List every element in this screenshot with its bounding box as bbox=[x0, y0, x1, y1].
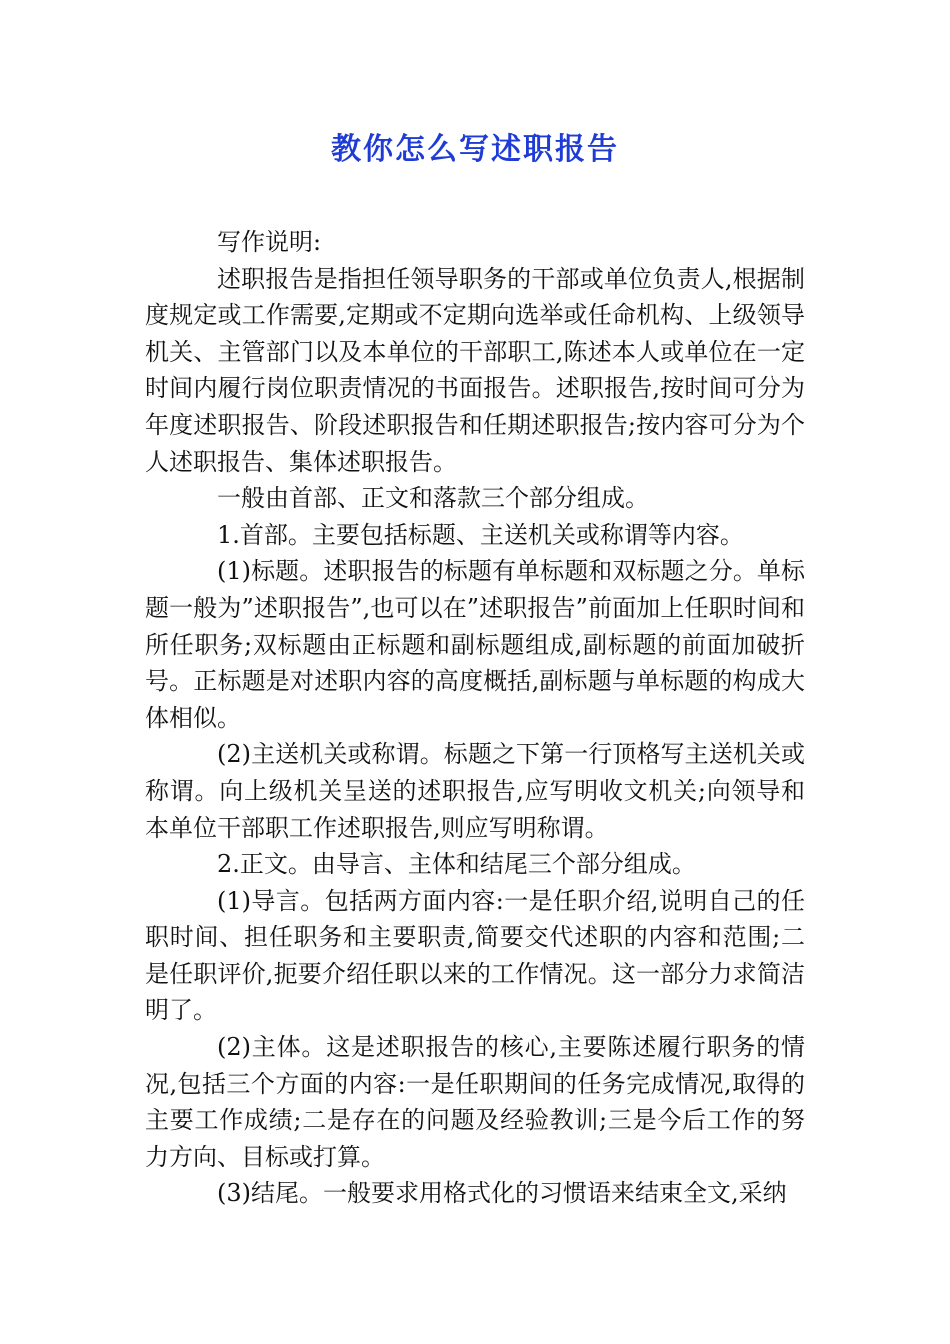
document-title: 教你怎么写述职报告 bbox=[331, 132, 619, 167]
document-body bbox=[145, 224, 805, 1212]
paragraph-structure: 一般由首部、正文和落款三个部分组成。 bbox=[217, 484, 649, 513]
paragraph-header-section: 1.首部。主要包括标题、主送机关或称谓等内容。 bbox=[217, 520, 744, 549]
paragraph-introduction: (1)导言。包括两方面内容:一是任职介绍,说明自己的任职时间、担任职务和主要职责,简要交代述职的内容和范围;二是任职评价,扼要介绍任职以来的工作情况。这一部分力求简洁明了。 bbox=[145, 886, 805, 1025]
paragraph-title-rule: (1)标题。述职报告的标题有单标题和双标题之分。单标题一般为”述职报告”,也可以在”述职报告”前面加上任职时间和所任职务;双标题由正标题和副标题组成,副标题的前面加破折号。正标题是对述职内容的高度概括,副标题与单标题的构成大体相似。 bbox=[145, 557, 805, 732]
paragraph-main-body: (2)主体。这是述职报告的核心,主要陈述履行职务的情况,包括三个方面的内容:一是任职期间的任务完成情况,取得的主要工作成绩;二是存在的问题及经验教训;三是今后工作的努力方向、目标或打算。 bbox=[145, 1033, 805, 1171]
paragraph-recipient-rule: (2)主送机关或称谓。标题之下第一行顶格写主送机关或称谓。向上级机关呈送的述职报告,应写明收文机关;向领导和本单位干部职工作述职报告,则应写明称谓。 bbox=[145, 740, 805, 842]
paragraph-definition: 述职报告是指担任领导职务的干部或单位负责人,根据制度规定或工作需要,定期或不定期向选举或任命机构、上级领导机关、主管部门以及本单位的干部职工,陈述本人或单位在一定时间内履行岗位职责情况的书面报告。述职报告,按时间可分为年度述职报告、阶段述职报告和任期述职报告;按内容可分为个人述职报告、集体述职报告。 bbox=[145, 264, 805, 476]
paragraph-body-section: 2.正文。由导言、主体和结尾三个部分组成。 bbox=[217, 850, 696, 879]
paragraph-ending: (3)结尾。一般要求用格式化的习惯语来结束全文,采纳 bbox=[217, 1179, 787, 1208]
paragraph-writing-note: 写作说明: bbox=[217, 228, 322, 256]
